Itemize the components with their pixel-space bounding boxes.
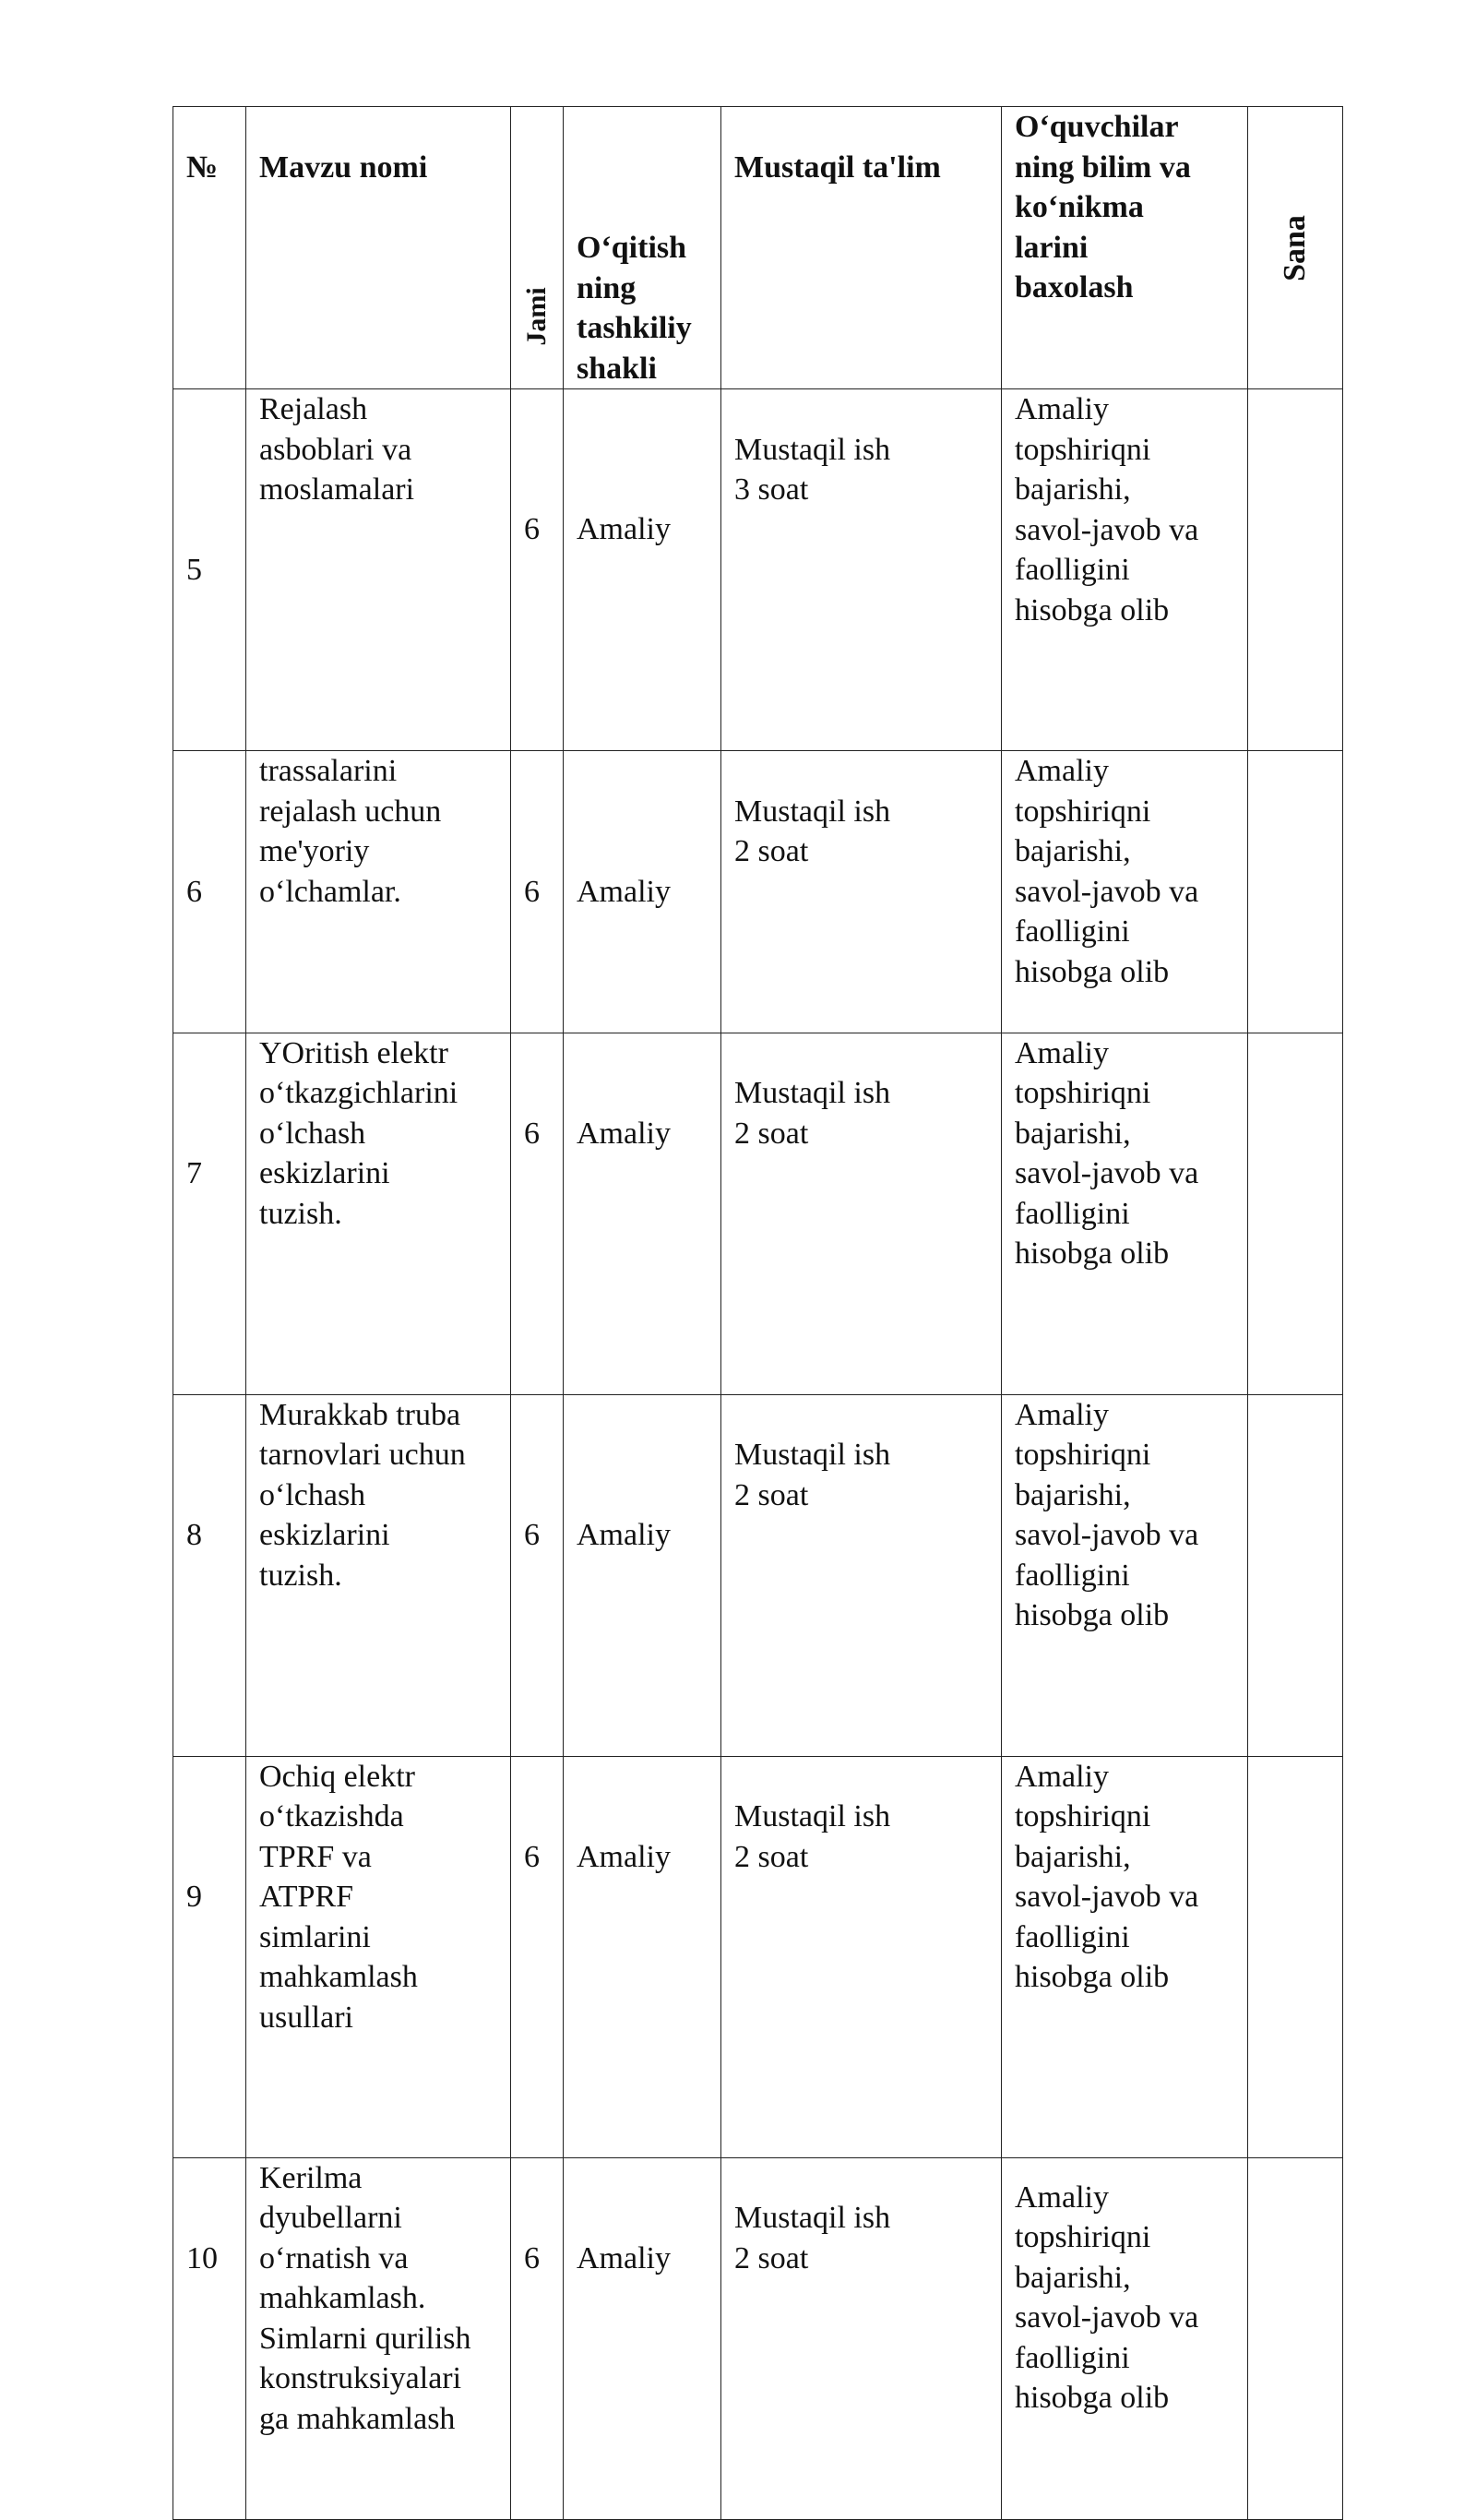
row-assessment: Amaliy topshiriqni bajarishi, savol-javob va faolligini hisobga olib xyxy=(1002,2157,1248,2519)
row-topic: trassalarini rejalash uchun me'yoriy o‘lchamlar. xyxy=(246,751,511,1033)
table-row xyxy=(173,389,1343,751)
row-date xyxy=(1248,751,1343,1033)
row-topic: Kerilma dyubellarni o‘rnatish va mahkamlash. Simlarni qurilish konstruksiyalari ga mahkamlash xyxy=(246,2157,511,2519)
row-date xyxy=(1248,1756,1343,2157)
header-total: Jami xyxy=(521,286,552,346)
row-date xyxy=(1248,1394,1343,1756)
row-topic: YOritish elektr o‘tkazgichlarini o‘lchash eskizlarini tuzish. xyxy=(246,1033,511,1394)
row-date xyxy=(1248,2157,1343,2519)
header-topic-name: Mavzu nomi xyxy=(246,107,511,389)
row-total: 6 xyxy=(511,389,564,751)
row-assessment: Amaliy topshiriqni bajarishi, savol-javob va faolligini hisobga olib xyxy=(1002,1033,1248,1394)
header-teaching-form: O‘qitish ning tashkiliy shakli xyxy=(564,107,721,389)
row-date xyxy=(1248,1033,1343,1394)
row-teaching-form: Amaliy xyxy=(564,1394,721,1756)
table-row xyxy=(173,1394,1343,1756)
row-self-study: Mustaqil ish 2 soat xyxy=(721,1756,1002,2157)
row-number: 6 xyxy=(173,751,246,1033)
row-teaching-form: Amaliy xyxy=(564,1033,721,1394)
row-total: 6 xyxy=(511,2157,564,2519)
row-assessment: Amaliy topshiriqni bajarishi, savol-javob va faolligini hisobga olib xyxy=(1002,389,1248,751)
row-self-study: Mustaqil ish 3 soat xyxy=(721,389,1002,751)
row-total: 6 xyxy=(511,1756,564,2157)
table-header-row xyxy=(173,107,1343,389)
row-total: 6 xyxy=(511,1394,564,1756)
curriculum-table xyxy=(173,106,1343,2520)
row-self-study: Mustaqil ish 2 soat xyxy=(721,751,1002,1033)
row-topic: Rejalash asboblari va moslamalari xyxy=(246,389,511,751)
row-teaching-form: Amaliy xyxy=(564,2157,721,2519)
row-self-study: Mustaqil ish 2 soat xyxy=(721,2157,1002,2519)
row-total: 6 xyxy=(511,1033,564,1394)
row-teaching-form: Amaliy xyxy=(564,389,721,751)
table-row xyxy=(173,1033,1343,1394)
row-teaching-form: Amaliy xyxy=(564,751,721,1033)
header-date: Sana xyxy=(1278,214,1312,281)
table-row xyxy=(173,2157,1343,2519)
table-row xyxy=(173,751,1343,1033)
header-date-cell xyxy=(1248,107,1343,389)
row-number: 8 xyxy=(173,1394,246,1756)
header-self-study: Mustaqil ta'lim xyxy=(721,107,1002,389)
header-total-cell xyxy=(511,107,564,389)
row-date xyxy=(1248,389,1343,751)
header-assessment: O‘quvchilar ning bilim va ko‘nikma larini baxolash xyxy=(1002,107,1248,389)
row-self-study: Mustaqil ish 2 soat xyxy=(721,1394,1002,1756)
header-number: № xyxy=(173,107,246,389)
row-assessment: Amaliy topshiriqni bajarishi, savol-javob va faolligini hisobga olib xyxy=(1002,751,1248,1033)
row-assessment: Amaliy topshiriqni bajarishi, savol-javob va faolligini hisobga olib xyxy=(1002,1394,1248,1756)
row-teaching-form: Amaliy xyxy=(564,1756,721,2157)
row-total: 6 xyxy=(511,751,564,1033)
row-assessment: Amaliy topshiriqni bajarishi, savol-javob va faolligini hisobga olib xyxy=(1002,1756,1248,2157)
row-topic: Murakkab truba tarnovlari uchun o‘lchash eskizlarini tuzish. xyxy=(246,1394,511,1756)
row-number: 5 xyxy=(173,389,246,751)
row-number: 7 xyxy=(173,1033,246,1394)
row-topic: Ochiq elektr o‘tkazishda TPRF va ATPRF simlarini mahkamlash usullari xyxy=(246,1756,511,2157)
row-number: 9 xyxy=(173,1756,246,2157)
row-self-study: Mustaqil ish 2 soat xyxy=(721,1033,1002,1394)
table-row xyxy=(173,1756,1343,2157)
row-number: 10 xyxy=(173,2157,246,2519)
